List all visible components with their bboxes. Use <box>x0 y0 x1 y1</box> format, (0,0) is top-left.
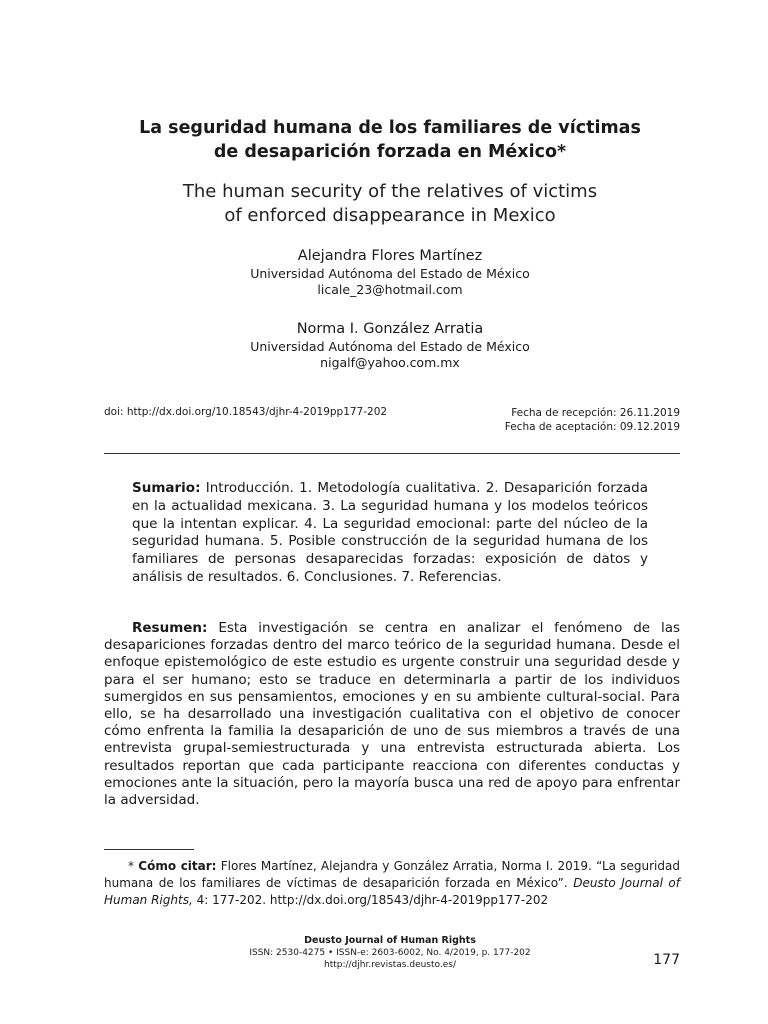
doi-link[interactable]: doi: http://dx.doi.org/10.18543/djhr-4-2019pp177-202 <box>104 406 388 418</box>
author-email[interactable]: nigalf@yahoo.com.mx <box>320 355 460 370</box>
title-spanish <box>100 116 680 164</box>
abstract-label: Resumen: <box>132 620 208 636</box>
journal-footer <box>200 935 580 971</box>
date-received: Fecha de recepción: 26.11.2019 <box>511 407 680 419</box>
title-english <box>100 180 680 228</box>
author-name: Alejandra Flores Martínez <box>297 248 483 264</box>
footnote-divider <box>104 849 194 850</box>
footnote-citation-end[interactable]: 4: 177-202. http://dx.doi.org/18543/djhr-4-2019pp177-202 <box>196 893 549 907</box>
title-en-line-2: of enforced disappearance in Mexico <box>224 205 556 226</box>
abstract-text: Esta investigación se centra en analizar el fenómeno de las desapariciones forzadas dentro del marco teórico de la seguridad humana. Desde el enfoque epistemológico de este estudio es urgente construir una seguridad desde y para el ser humano; esto se traduce en determinarla a partir de los individuos sumergidos en sus pensamientos, emociones y en su ambiente cultural-social. Para ello, se ha desarrollado una investigación cualitativa con el objetivo de conocer cómo enfrenta la familia la desaparición de uno de sus miembros a través de una entrevista grupal-semiestructurada y una entrevista estructurada abierta. Los resultados reportan que cada participante reacciona con diferentes conductas y emociones ante la situación, pero la mayoría busca una red de apoyo para enfrentar la adversidad. <box>104 620 680 809</box>
journal-url[interactable]: http://djhr.revistas.deusto.es/ <box>323 960 456 970</box>
title-en-line-1: The human security of the relatives of victims <box>182 181 598 202</box>
abstract-paragraph <box>104 620 680 809</box>
author-email[interactable]: licale_23@hotmail.com <box>317 282 463 297</box>
title-es-line-2: de desaparición forzada en México* <box>213 142 567 162</box>
summary-label: Sumario: <box>132 480 201 496</box>
author-block-2 <box>100 319 680 371</box>
author-block-1 <box>100 246 680 298</box>
author-affiliation: Universidad Autónoma del Estado de México <box>250 339 530 354</box>
summary-paragraph <box>132 480 648 587</box>
title-es-line-1: La seguridad humana de los familiares de víctimas <box>139 118 641 138</box>
footnote-label: Cómo citar: <box>138 859 217 873</box>
header-divider <box>104 453 680 454</box>
footnote <box>104 858 680 909</box>
footnote-citation: Flores Martínez, Alejandra y González Arratia, Norma I. 2019. “La seguridad humana de los familiares de víctimas de desaparición forzada en México”. <box>104 859 680 890</box>
date-accepted: Fecha de aceptación: 09.12.2019 <box>504 421 680 433</box>
footnote-journal: Deusto Journal of Human Rights, <box>104 876 680 907</box>
page-number: 177 <box>653 952 680 968</box>
footnote-marker: * <box>128 859 134 873</box>
author-affiliation: Universidad Autónoma del Estado de México <box>250 266 530 281</box>
author-name: Norma I. González Arratia <box>296 321 484 337</box>
dates-block <box>505 406 680 434</box>
summary-text: Introducción. 1. Metodología cualitativa. 2. Desaparición forzada en la actualidad mexicana. 3. La seguridad humana y los modelos teóricos que la intentan explicar. 4. La seguridad emocional: parte del núcleo de la seguridad humana. 5. Posible construcción de la seguridad humana de los familiares de personas desaparecidas forzadas: exposición de datos y análisis de resultados. 6. Conclusiones. 7. Referencias. <box>132 480 648 585</box>
journal-name: Deusto Journal of Human Rights <box>304 935 476 946</box>
journal-issn: ISSN: 2530-4275 • ISSN-e: 2603-6002, No. 4/2019, p. 177-202 <box>249 948 531 958</box>
